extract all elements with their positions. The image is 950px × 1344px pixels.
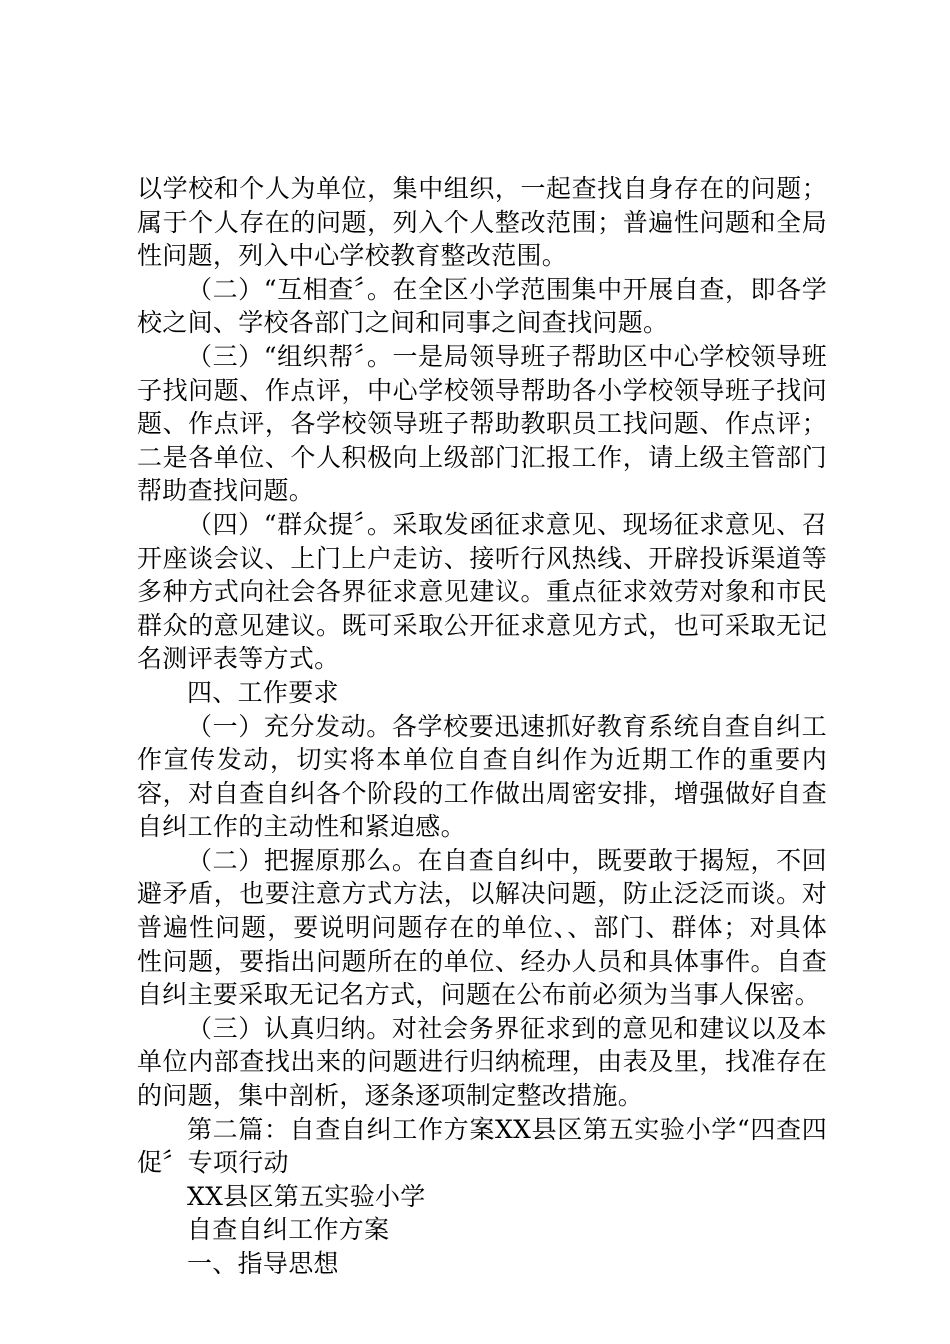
document-body: [137, 172, 827, 1281]
paragraph-scope-summary: 以学校和个人为单位，集中组织，一起查找自身存在的问题；属于个人存在的问题，列入个人整改范围；普遍性问题和全局性问题，列入中心学校教育整改范围。: [137, 174, 827, 271]
paragraph-full-mobilization: （一）充分发动。各学校要迅速抓好教育系统自查自纠工作宣传发动，切实将本单位自查自纠作为近期工作的重要内容，对自查自纠各个阶段的工作做出周密安排，增强做好自查自纠工作的主动性和紧迫感。: [137, 711, 827, 842]
heading-school-name: XX县区第五实验小学: [187, 1181, 426, 1211]
paragraph-principles: （二）把握原那么。在自查自纠中，既要敢于揭短，不回避矛盾，也要注意方式方法，以解决问题，防止泛泛而谈。对普遍性问题，要说明问题存在的单位、、部门、群体；对具体性问题，要指出问题所在的单位、经办人员和具体事件。自查自纠主要采取无记名方式，问题在公布前必须为当事人保密。: [137, 845, 827, 1010]
paragraph-summarize: （三）认真归纳。对社会务界征求到的意见和建议以及本单位内部查找出来的问题进行归纳梳理，由表及里，找准存在的问题，集中剖析，逐条逐项制定整改措施。: [137, 1013, 827, 1111]
paragraph-public-input: （四）“群众提〞。采取发函征求意见、现场征求意见、召开座谈会议、上门上户走访、接听行风热线、开辟投诉渠道等多种方式向社会各界征求意见建议。重点征求效劳对象和市民群众的意见建议。既可采取公开征求意见方式，也可采取无记名测评表等方式。: [137, 509, 827, 674]
paragraph-organization-help: （三）“组织帮〞。一是局领导班子帮助区中心学校领导班子找问题、作点评，中心学校领导帮助各小学校领导班子找问题、作点评，各学校领导班子帮助教职员工找问题、作点评；二是各单位、个人积极向上级部门汇报工作，请上级主管部门帮助查找问题。: [137, 341, 827, 506]
paragraph-mutual-check: （二）“互相查〞。在全区小学范围集中开展自查，即各学校之间、学校各部门之间和同事之间查找问题。: [137, 274, 827, 338]
heading-work-requirements: 四、工作要求: [187, 677, 339, 707]
heading-second-article: 第二篇：自查自纠工作方案XX县区第五实验小学“四查四促〞专项行动: [137, 1114, 827, 1178]
heading-plan-title: 自查自纠工作方案: [187, 1215, 390, 1245]
heading-guiding-ideology: 一、指导思想: [187, 1249, 339, 1278]
